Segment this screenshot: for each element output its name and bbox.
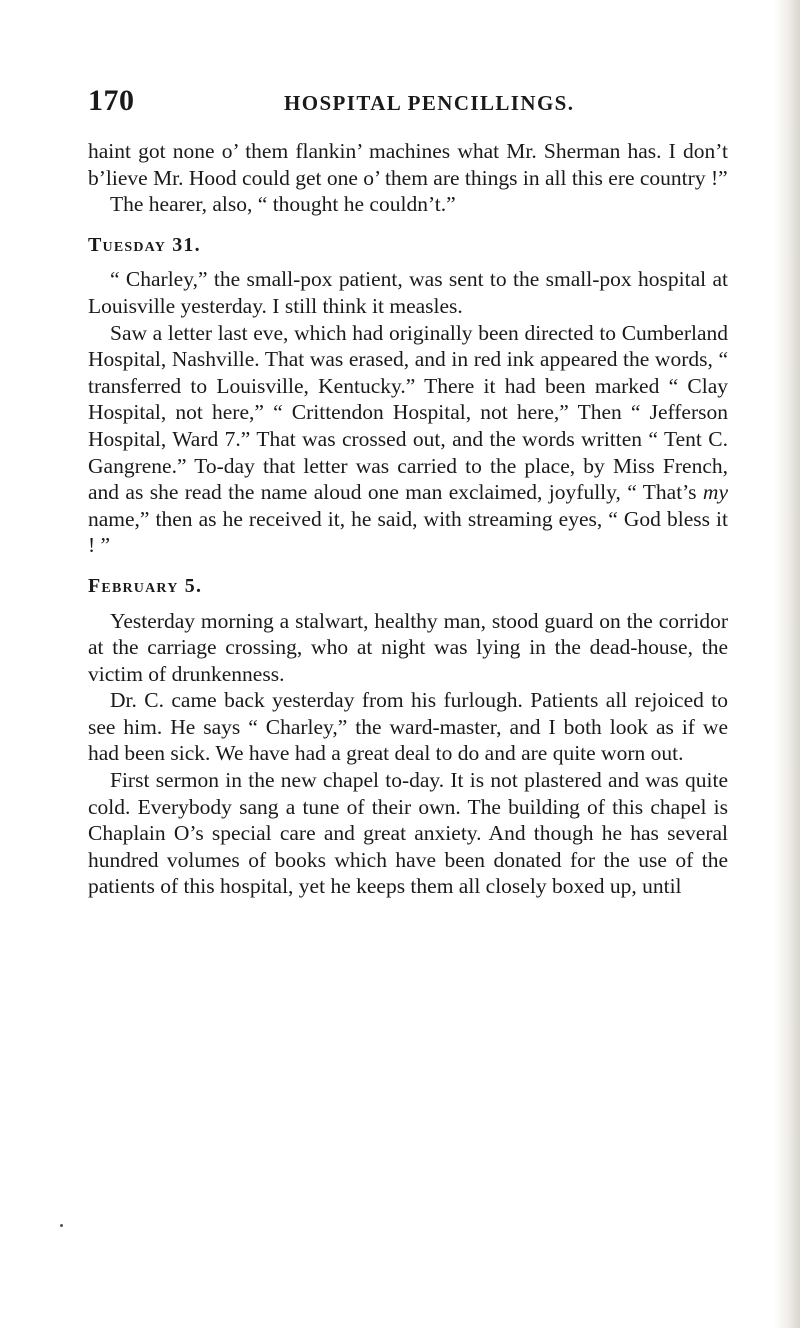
margin-dot	[60, 1224, 63, 1227]
body-text	[88, 138, 728, 900]
paragraph-letter	[88, 320, 728, 559]
running-head: HOSPITAL PENCILLINGS.	[284, 91, 575, 115]
paragraph-continuation: haint got none o’ them flankin’ machines what Mr. Sherman has. I don’t b’lieve Mr. Hood could get one o’ them are things in all this ere country !”	[88, 139, 728, 190]
paragraph-charley: “ Charley,” the small-pox patient, was sent to the small-pox hospital at Louisville yesterday. I still think it measles.	[88, 267, 728, 318]
paragraph-letter-part-a: Saw a letter last eve, which had originally been directed to Cumberland Hospital, Nashville. That was erased, and in red ink appeared the words, “ transferred to Louisville, Kentucky.” There it had been marked “ Clay Hospital, not here,” “ Crittendon Hospital, not here,” Then “ Jefferson Hospital, Ward 7.” That was crossed out, and the words written “ Tent C. Gangrene.” To-day that letter was carried to the place, by Miss French, and as she read the name aloud one man exclaimed, joyfully, “ That’s	[88, 320, 728, 505]
paragraph-letter-part-b: name,” then as he received it, he said, with streaming eyes, “ God bless it ! ”	[88, 506, 728, 558]
emphasis-my: my	[702, 480, 728, 505]
date-heading-february: February 5.	[88, 574, 203, 597]
paragraph-guard: Yesterday morning a stalwart, healthy man, stood guard on the corridor at the carriage crossing, who at night was lying in the dead-house, the victim of drunkenness.	[88, 608, 728, 686]
page-number: 170	[88, 84, 135, 117]
paragraph-dr-c: Dr. C. came back yesterday from his furlough. Patients all rejoiced to see him. He says “ Charley,” the ward-master, and I both look as if we had been sick. We have had a great deal to do and are quite worn out.	[88, 688, 728, 766]
page-edge-shadow	[774, 0, 800, 1328]
paragraph-hearer: The hearer, also, “ thought he couldn’t.”	[110, 192, 456, 217]
page-header	[88, 84, 728, 120]
paragraph-sermon: First sermon in the new chapel to-day. It is not plastered and was quite cold. Everybody sang a tune of their own. The building of this chapel is Chaplain O’s special care and great anxiety. And though he has several hundred volumes of books which have been donated for the use of the patients of this hospital, yet he keeps them all closely boxed up, until	[88, 768, 728, 899]
date-heading-tuesday: Tuesday 31.	[88, 233, 201, 256]
